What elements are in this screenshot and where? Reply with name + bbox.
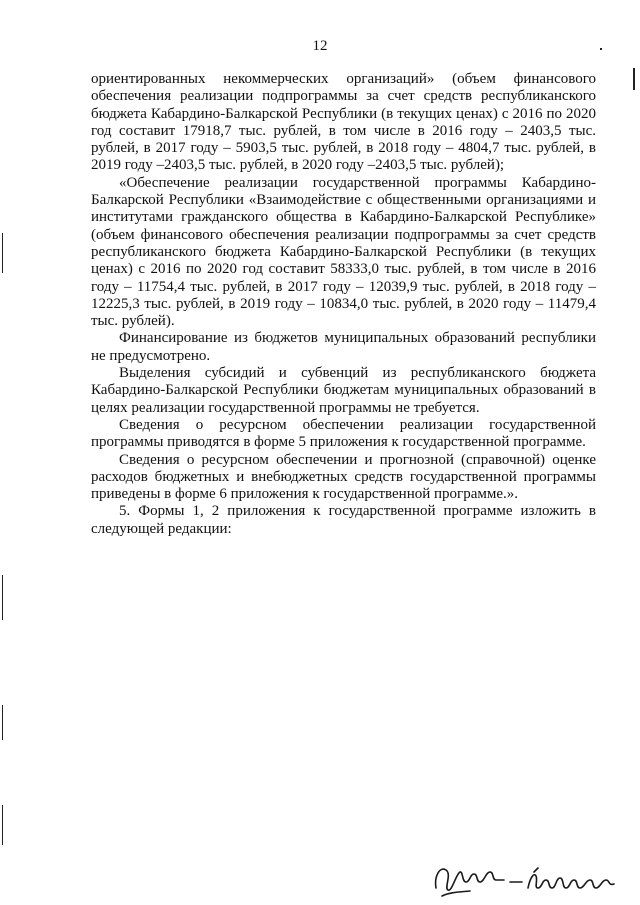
paragraph-7: 5. Формы 1, 2 приложения к государственной программе изложить в следующей редакции: (91, 503, 596, 537)
paragraph-2: «Обеспечение реализации государственной программы Кабардино-Балкарской Республики «Взаимодействие с общественными организациями и институтами гражданского общества в Кабардино-Балкарской Республике» (объем финансового обеспечения реализации подпрограммы за счет средств республиканского бюджета Кабардино-Балкарской Республики (в текущих ценах) с 2016 по 2020 год составит 58333,0 тыс. рублей, в том числе в 2016 году – 11754,4 тыс. рублей, в 2017 году – 12039,9 тыс. рублей, в 2018 году – 12225,3 тыс. рублей, в 2019 году – 10834,0 тыс. рублей, в 2020 году – 11479,4 тыс. рублей). (91, 174, 596, 330)
paragraph-3: Финансирование из бюджетов муниципальных образований республики не предусмотрено. (91, 330, 596, 364)
scan-mark-left-3 (2, 705, 3, 740)
paragraph-5: Сведения о ресурсном обеспечении реализации государственной программы приводятся в форме 5 приложения к государственной программе. (91, 416, 596, 451)
handwritten-signature (430, 858, 630, 898)
page-number: 12 (312, 38, 328, 54)
paragraph-6: Сведения о ресурсном обеспечении и прогнозной (справочной) оценке расходов бюджетных и внебюджетных средств государственной программы приведены в форме 6 приложения к государственной программе.». (91, 451, 596, 503)
document-body (91, 71, 596, 538)
scan-mark-right-dot (600, 48, 602, 50)
paragraph-1: ориентированных некоммерческих организаций» (объем финансового обеспечения реализации подпрограммы за счет средств республиканского бюджета Кабардино-Балкарской Республики (в текущих ценах) с 2016 по 2020 год составит 17918,7 тыс. рублей, в том числе в 2016 году – 2403,5 тыс. рублей, в 2017 году – 5903,5 тыс. рублей, в 2018 году – 4804,7 тыс. рублей, в 2019 году –2403,5 тыс. рублей, в 2020 году –2403,5 тыс. рублей); (91, 71, 596, 174)
scan-mark-left-4 (2, 805, 3, 845)
scan-mark-left-1 (2, 233, 3, 273)
scan-mark-right (633, 68, 635, 90)
paragraph-4: Выделения субсидий и субвенций из республиканского бюджета Кабардино-Балкарской Республики бюджетам муниципальных образований в целях реализации государственной программы не требуется. (91, 365, 596, 416)
scan-mark-left-2 (2, 575, 3, 620)
